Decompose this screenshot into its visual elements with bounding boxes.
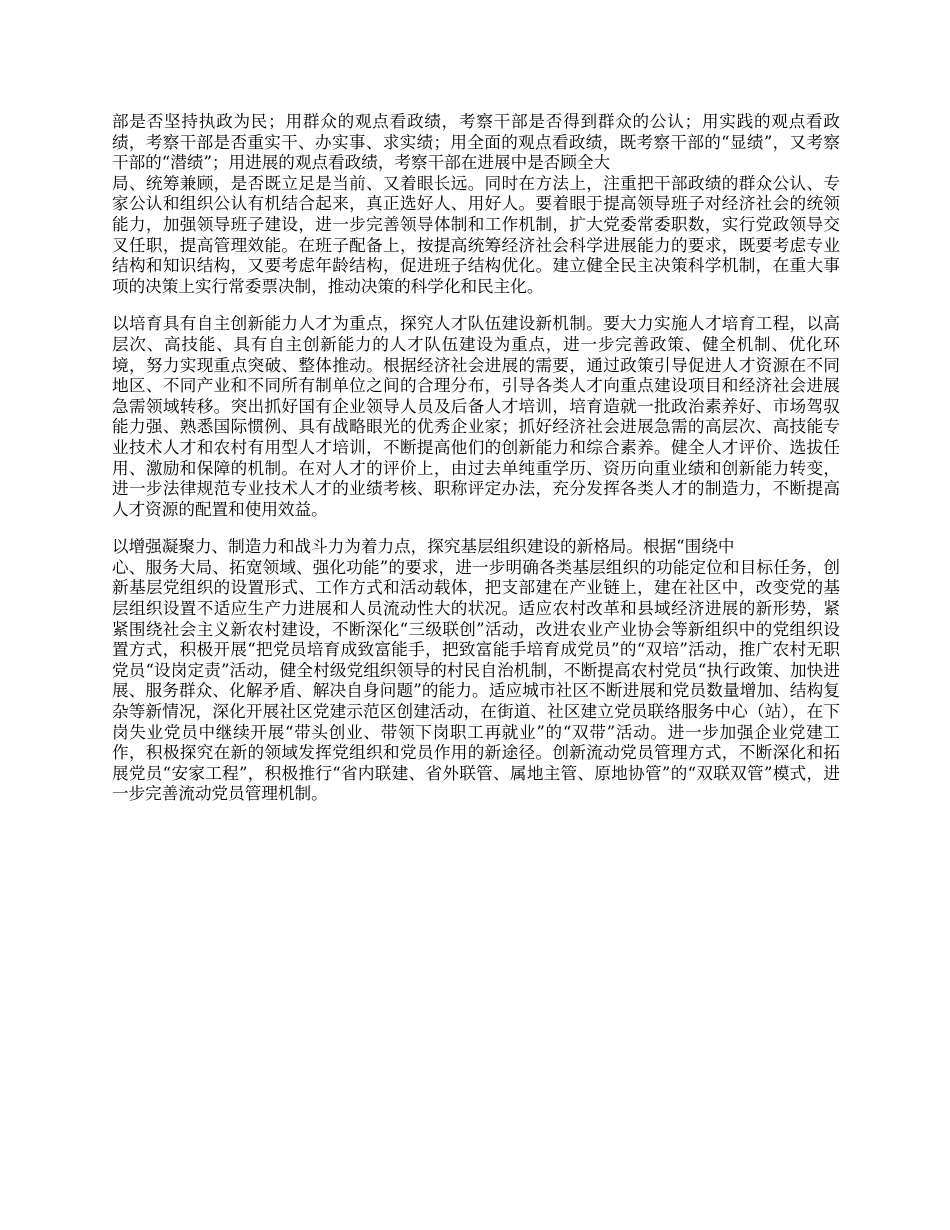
document-page bbox=[112, 112, 840, 822]
paragraph-grassroots-organization: 以增强凝聚力、制造力和战斗力为着力点，探究基层组织建设的新格局。根据“围绕中 心、服务大局、拓宽领域、强化功能”的要求，进一步明确各类基层组织的功能定位和目标任务，创新基层党组织的设置形式、工作方式和活动载体，把支部建在产业链上，建在社区中，改变党的基层组织设置不适应生产力进展和人员流动性大的状况。适应农村改革和县域经济进展的新形势，紧紧围绕社会主义新农村建设，不断深化“三级联创”活动，改进农业产业协会等新组织中的党组织设置方式，积极开展“把党员培育成致富能手，把致富能手培育成党员”的“双培”活动，推广农村无职党员“设岗定责”活动，健全村级党组织领导的村民自治机制，不断提高农村党员“执行政策、加快进展、服务群众、化解矛盾、解决自身问题”的能力。适应城市社区不断进展和党员数量增加、结构复杂等新情况，深化开展社区党建示范区创建活动，在街道、社区建立党员联络服务中心（站），在下岗失业党员中继续开展“带头创业、带领下岗职工再就业”的“双带”活动。进一步加强企业党建工作，积极探究在新的领域发挥党组织和党员作用的新途径。创新流动党员管理方式，不断深化和拓展党员“安家工程”，积极推行“省内联建、省外联管、属地主管、原地协管”的“双联双管”模式，进一步完善流动党员管理机制。 bbox=[112, 537, 840, 804]
paragraph-cadre-evaluation: 部是否坚持执政为民；用群众的观点看政绩，考察干部是否得到群众的公认；用实践的观点看政绩，考察干部是否重实干、办实事、求实绩；用全面的观点看政绩，既考察干部的“显绩”，又考察干部的“潜绩”；用进展的观点看政绩，考察干部在进展中是否顾全大 局、统筹兼顾，是否既立足是当前、又着眼长远。同时在方法上，注重把干部政绩的群众公认、专家公认和组织公认有机结合起来，真正选好人、用好人。要着眼于提高领导班子对经济社会的统领能力，加强领导班子建设，进一步完善领导体制和工作机制，扩大党委常委职数，实行党政领导交叉任职，提高管理效能。在班子配备上，按提高统筹经济社会科学进展能力的要求，既要考虑专业结构和知识结构，又要考虑年龄结构，促进班子结构优化。建立健全民主决策科学机制，在重大事项的决策上实行常委票决制，推动决策的科学化和民主化。 bbox=[112, 112, 840, 296]
paragraph-talent-mechanism: 以培育具有自主创新能力人才为重点，探究人才队伍建设新机制。要大力实施人才培育工程，以高层次、高技能、具有自主创新能力的人才队伍建设为重点，进一步完善政策、健全机制、优化环境，努力实现重点突破、整体推动。根据经济社会进展的需要，通过政策引导促进人才资源在不同地区、不同产业和不同所有制单位之间的合理分布，引导各类人才向重点建设项目和经济社会进展急需领域转移。突出抓好国有企业领导人员及后备人才培训，培育造就一批政治素养好、市场驾驭能力强、熟悉国际惯例、具有战略眼光的优秀企业家；抓好经济社会进展急需的高层次、高技能专业技术人才和农村有用型人才培训，不断提高他们的创新能力和综合素养。健全人才评价、选拔任用、激励和保障的机制。在对人才的评价上，由过去单纯重学历、资历向重业绩和创新能力转变，进一步法律规范专业技术人才的业绩考核、职称评定办法，充分发挥各类人才的制造力，不断提高人才资源的配置和使用效益。 bbox=[112, 314, 840, 519]
